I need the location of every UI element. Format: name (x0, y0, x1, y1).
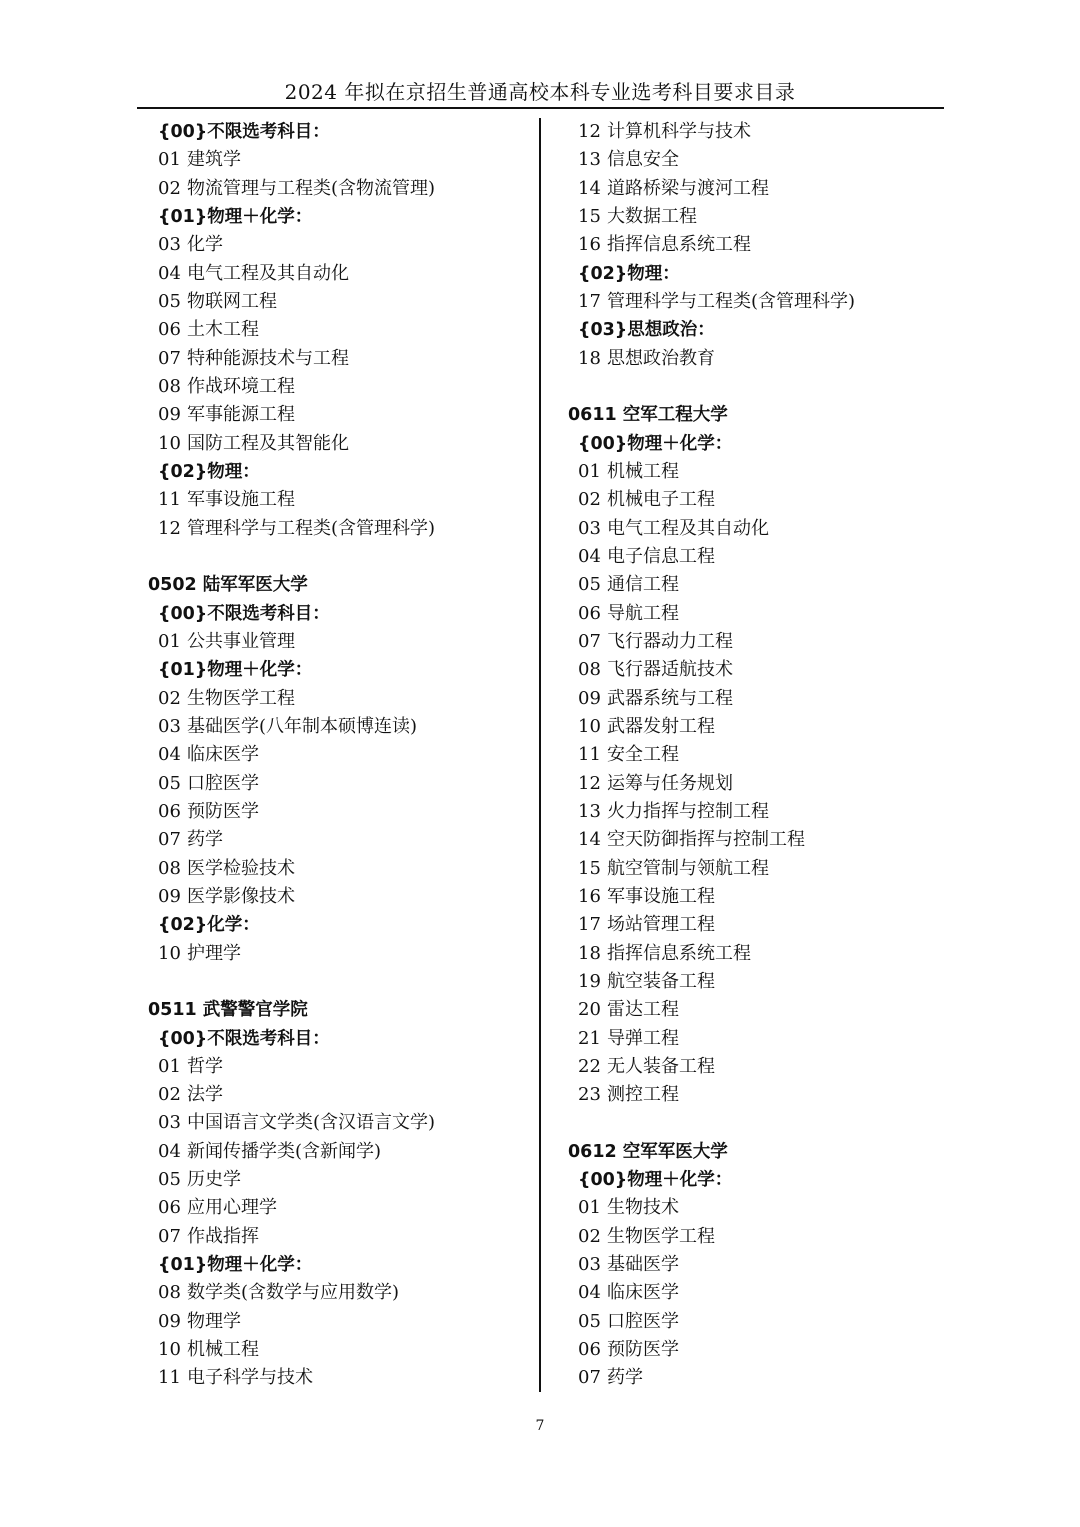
major-name: 中国语言文学类(含汉语言文学) (187, 1112, 436, 1134)
major-list-item (148, 1279, 528, 1307)
subject-requirement-heading: {03}思想政治： (578, 320, 715, 341)
major-name: 药学 (187, 829, 223, 851)
major-list-item (148, 770, 528, 798)
major-number: 21 (578, 1027, 601, 1049)
major-list-item (148, 1166, 528, 1194)
major-name: 计算机科学与技术 (607, 121, 751, 142)
major-list-item (568, 146, 948, 174)
major-list-item (568, 1308, 948, 1336)
major-number: 06 (158, 1197, 181, 1219)
major-list-item (568, 345, 948, 373)
major-list-item (148, 1053, 528, 1081)
major-name: 电子信息工程 (607, 545, 715, 567)
major-number: 23 (578, 1084, 601, 1106)
major-number: 03 (158, 234, 181, 256)
subject-requirement-heading: {00}不限选考科目： (158, 603, 330, 624)
major-number: 07 (158, 1225, 181, 1247)
major-number: 06 (578, 1339, 601, 1361)
major-list-item (148, 1308, 528, 1336)
major-name: 安全工程 (607, 744, 679, 766)
major-number: 09 (158, 1310, 181, 1332)
major-number: 02 (158, 177, 181, 199)
major-name: 大数据工程 (607, 205, 697, 227)
major-name: 作战指挥 (187, 1225, 259, 1247)
major-name: 医学影像技术 (187, 885, 295, 907)
major-number: 04 (158, 262, 181, 284)
major-name: 军事设施工程 (607, 885, 715, 907)
major-number: 05 (158, 772, 181, 794)
major-list-item (148, 486, 528, 514)
major-number: 07 (578, 1367, 601, 1389)
subject-requirement-heading: {02}物理： (158, 461, 260, 482)
major-number: 09 (158, 404, 181, 426)
major-name: 电子科学与技术 (187, 1367, 313, 1389)
major-name: 火力指挥与控制工程 (607, 800, 769, 822)
major-number: 04 (578, 1282, 601, 1304)
spacer (148, 543, 528, 571)
major-number: 03 (158, 715, 181, 737)
major-list-item (148, 1336, 528, 1364)
major-list-item (568, 543, 948, 571)
major-number: 03 (578, 1254, 601, 1276)
major-number: 19 (578, 970, 601, 992)
major-number: 18 (578, 347, 601, 369)
major-name: 建筑学 (187, 149, 241, 171)
major-name: 生物技术 (607, 1197, 679, 1219)
major-number: 06 (158, 800, 181, 822)
major-number: 02 (578, 1225, 601, 1247)
major-name: 武器系统与工程 (607, 687, 733, 709)
column-divider (539, 118, 541, 1392)
major-list-item (568, 571, 948, 599)
major-name: 医学检验技术 (187, 857, 295, 879)
major-list-item (148, 288, 528, 316)
major-name: 管理科学与工程类(含管理科学) (607, 290, 856, 312)
major-list-item (568, 1336, 948, 1364)
major-name: 生物医学工程 (607, 1225, 715, 1247)
major-name: 武器发射工程 (607, 715, 715, 737)
major-list-item (148, 1138, 528, 1166)
major-number: 08 (578, 659, 601, 681)
major-list-item (148, 373, 528, 401)
major-name: 飞行器适航技术 (607, 659, 733, 681)
major-list-item (148, 855, 528, 883)
major-list-item (568, 741, 948, 769)
right-column (568, 118, 948, 1393)
major-number: 15 (578, 205, 601, 227)
major-name: 机械电子工程 (607, 489, 715, 511)
spacer (568, 373, 948, 401)
major-list-item (568, 996, 948, 1024)
spacer (148, 968, 528, 996)
major-name: 数学类(含数学与应用数学) (187, 1282, 400, 1304)
major-number: 17 (578, 290, 601, 312)
major-list-item (568, 458, 948, 486)
major-name: 导弹工程 (607, 1027, 679, 1049)
major-list-item (148, 401, 528, 429)
major-number: 04 (158, 1140, 181, 1162)
major-number: 05 (158, 290, 181, 312)
school-heading: 0612 空军军医大学 (568, 1141, 728, 1162)
major-number: 08 (158, 857, 181, 879)
major-list-item (148, 231, 528, 259)
subject-requirement-heading: {01}物理＋化学： (158, 1255, 313, 1276)
subject-requirement-heading: {00}物理＋化学： (578, 433, 733, 454)
major-number: 04 (158, 744, 181, 766)
major-number: 06 (578, 602, 601, 624)
major-name: 雷达工程 (607, 999, 679, 1021)
major-name: 护理学 (187, 942, 241, 964)
major-number: 02 (158, 687, 181, 709)
major-number: 18 (578, 942, 601, 964)
left-column (148, 118, 528, 1393)
major-list-item (148, 685, 528, 713)
major-list-item (568, 600, 948, 628)
major-name: 口腔医学 (607, 1310, 679, 1332)
major-list-item (568, 1025, 948, 1053)
major-name: 新闻传播学类(含新闻学) (187, 1140, 382, 1162)
subject-requirement-heading: {00}不限选考科目： (158, 122, 330, 142)
major-number: 10 (158, 942, 181, 964)
major-number: 05 (578, 1310, 601, 1332)
school-heading: 0511 武警警官学院 (148, 1000, 308, 1021)
major-name: 哲学 (187, 1055, 223, 1077)
major-number: 12 (158, 517, 181, 539)
major-name: 测控工程 (607, 1084, 679, 1106)
subject-requirement-heading: {00}不限选考科目： (158, 1028, 330, 1049)
major-list-item (148, 175, 528, 203)
major-list-item (148, 430, 528, 458)
major-list-item (568, 685, 948, 713)
major-number: 13 (578, 149, 601, 171)
major-number: 17 (578, 914, 601, 936)
major-name: 应用心理学 (187, 1197, 277, 1219)
major-list-item (148, 713, 528, 741)
major-list-item (568, 855, 948, 883)
major-list-item (568, 288, 948, 316)
major-number: 11 (158, 1367, 181, 1389)
major-name: 化学 (187, 234, 223, 256)
major-name: 指挥信息系统工程 (607, 942, 751, 964)
major-number: 12 (578, 772, 601, 794)
major-number: 02 (578, 489, 601, 511)
school-heading: 0502 陆军军医大学 (148, 575, 308, 596)
subject-requirement-heading: {02}物理： (578, 263, 680, 284)
major-number: 13 (578, 800, 601, 822)
title-divider (137, 107, 944, 109)
major-list-item (148, 1109, 528, 1137)
major-name: 军事能源工程 (187, 404, 295, 426)
major-list-item (568, 1194, 948, 1222)
major-name: 法学 (187, 1084, 223, 1106)
major-name: 导航工程 (607, 602, 679, 624)
major-name: 运筹与任务规划 (607, 772, 733, 794)
major-name: 场站管理工程 (607, 914, 715, 936)
major-list-item (568, 175, 948, 203)
major-list-item (148, 826, 528, 854)
major-name: 特种能源技术与工程 (187, 347, 349, 369)
major-number: 07 (158, 829, 181, 851)
major-name: 机械工程 (187, 1339, 259, 1361)
major-list-item (568, 713, 948, 741)
subject-requirement-heading: {01}物理＋化学： (158, 206, 313, 227)
major-list-item (568, 656, 948, 684)
major-name: 军事设施工程 (187, 489, 295, 511)
major-name: 临床医学 (607, 1282, 679, 1304)
major-name: 国防工程及其智能化 (187, 432, 349, 454)
major-list-item (568, 486, 948, 514)
major-number: 16 (578, 234, 601, 256)
major-name: 土木工程 (187, 319, 259, 341)
major-number: 08 (158, 1282, 181, 1304)
major-number: 08 (158, 375, 181, 397)
subject-requirement-heading: {02}化学： (158, 915, 260, 936)
major-list-item (148, 1194, 528, 1222)
major-number: 04 (578, 545, 601, 567)
major-list-item (568, 940, 948, 968)
page-number: 7 (535, 1418, 545, 1434)
major-list-item (568, 1223, 948, 1251)
major-number: 01 (158, 630, 181, 652)
major-number: 03 (578, 517, 601, 539)
major-list-item (568, 826, 948, 854)
major-list-item (568, 203, 948, 231)
major-name: 物理学 (187, 1310, 241, 1332)
major-name: 航空管制与领航工程 (607, 857, 769, 879)
major-list-item (148, 345, 528, 373)
major-name: 历史学 (187, 1169, 241, 1191)
major-number: 03 (158, 1112, 181, 1134)
major-name: 通信工程 (607, 574, 679, 596)
major-number: 10 (578, 715, 601, 737)
major-number: 06 (158, 319, 181, 341)
major-name: 物联网工程 (187, 290, 277, 312)
major-name: 道路桥梁与渡河工程 (607, 177, 769, 199)
major-number: 05 (578, 574, 601, 596)
subject-requirement-heading: {00}物理＋化学： (578, 1170, 733, 1191)
major-list-item (148, 628, 528, 656)
major-name: 作战环境工程 (187, 375, 295, 397)
major-name: 信息安全 (607, 149, 679, 171)
major-list-item (568, 628, 948, 656)
major-number: 14 (578, 829, 601, 851)
major-list-item (148, 146, 528, 174)
major-list-item (568, 1364, 948, 1392)
major-number: 01 (578, 1197, 601, 1219)
major-name: 管理科学与工程类(含管理科学) (187, 517, 436, 539)
major-name: 预防医学 (187, 800, 259, 822)
school-heading: 0611 空军工程大学 (568, 405, 728, 426)
major-number: 11 (158, 489, 181, 511)
major-number: 07 (578, 630, 601, 652)
major-name: 口腔医学 (187, 772, 259, 794)
spacer (568, 1109, 948, 1137)
major-number: 11 (578, 744, 601, 766)
major-number: 01 (158, 149, 181, 171)
major-list-item (148, 883, 528, 911)
major-list-item (568, 515, 948, 543)
major-list-item (568, 1251, 948, 1279)
major-number: 10 (158, 1339, 181, 1361)
major-name: 物流管理与工程类(含物流管理) (187, 177, 436, 199)
major-list-item (148, 1223, 528, 1251)
major-list-item (568, 231, 948, 259)
major-number: 12 (578, 121, 601, 142)
major-number: 02 (158, 1084, 181, 1106)
major-name: 无人装备工程 (607, 1055, 715, 1077)
major-list-item (568, 911, 948, 939)
major-name: 思想政治教育 (607, 347, 715, 369)
major-name: 预防医学 (607, 1339, 679, 1361)
major-name: 药学 (607, 1367, 643, 1389)
major-name: 生物医学工程 (187, 687, 295, 709)
major-number: 05 (158, 1169, 181, 1191)
major-number: 07 (158, 347, 181, 369)
major-list-item (148, 1081, 528, 1109)
major-number: 01 (578, 460, 601, 482)
major-name: 空天防御指挥与控制工程 (607, 829, 805, 851)
major-number: 01 (158, 1055, 181, 1077)
major-name: 飞行器动力工程 (607, 630, 733, 652)
major-name: 临床医学 (187, 744, 259, 766)
major-list-item (568, 968, 948, 996)
major-name: 指挥信息系统工程 (607, 234, 751, 256)
major-name: 基础医学(八年制本硕博连读) (187, 715, 418, 737)
major-list-item (148, 1364, 528, 1392)
major-number: 10 (158, 432, 181, 454)
major-number: 20 (578, 999, 601, 1021)
major-name: 航空装备工程 (607, 970, 715, 992)
major-list-item (568, 1279, 948, 1307)
major-name: 电气工程及其自动化 (607, 517, 769, 539)
major-number: 22 (578, 1055, 601, 1077)
major-list-item (568, 883, 948, 911)
major-name: 公共事业管理 (187, 630, 295, 652)
major-name: 电气工程及其自动化 (187, 262, 349, 284)
major-list-item (148, 798, 528, 826)
major-list-item (148, 515, 528, 543)
major-list-item (148, 316, 528, 344)
major-list-item (148, 741, 528, 769)
major-list-item (568, 118, 948, 146)
subject-requirement-heading: {01}物理＋化学： (158, 660, 313, 681)
major-number: 16 (578, 885, 601, 907)
major-number: 14 (578, 177, 601, 199)
major-number: 15 (578, 857, 601, 879)
major-list-item (148, 940, 528, 968)
major-list-item (148, 260, 528, 288)
page-title: 2024 年拟在京招生普通高校本科专业选考科目要求目录 (284, 80, 796, 104)
major-list-item (568, 1081, 948, 1109)
major-number: 09 (578, 687, 601, 709)
major-list-item (568, 798, 948, 826)
major-list-item (568, 770, 948, 798)
major-name: 基础医学 (607, 1254, 679, 1276)
major-number: 09 (158, 885, 181, 907)
major-name: 机械工程 (607, 460, 679, 482)
major-list-item (568, 1053, 948, 1081)
